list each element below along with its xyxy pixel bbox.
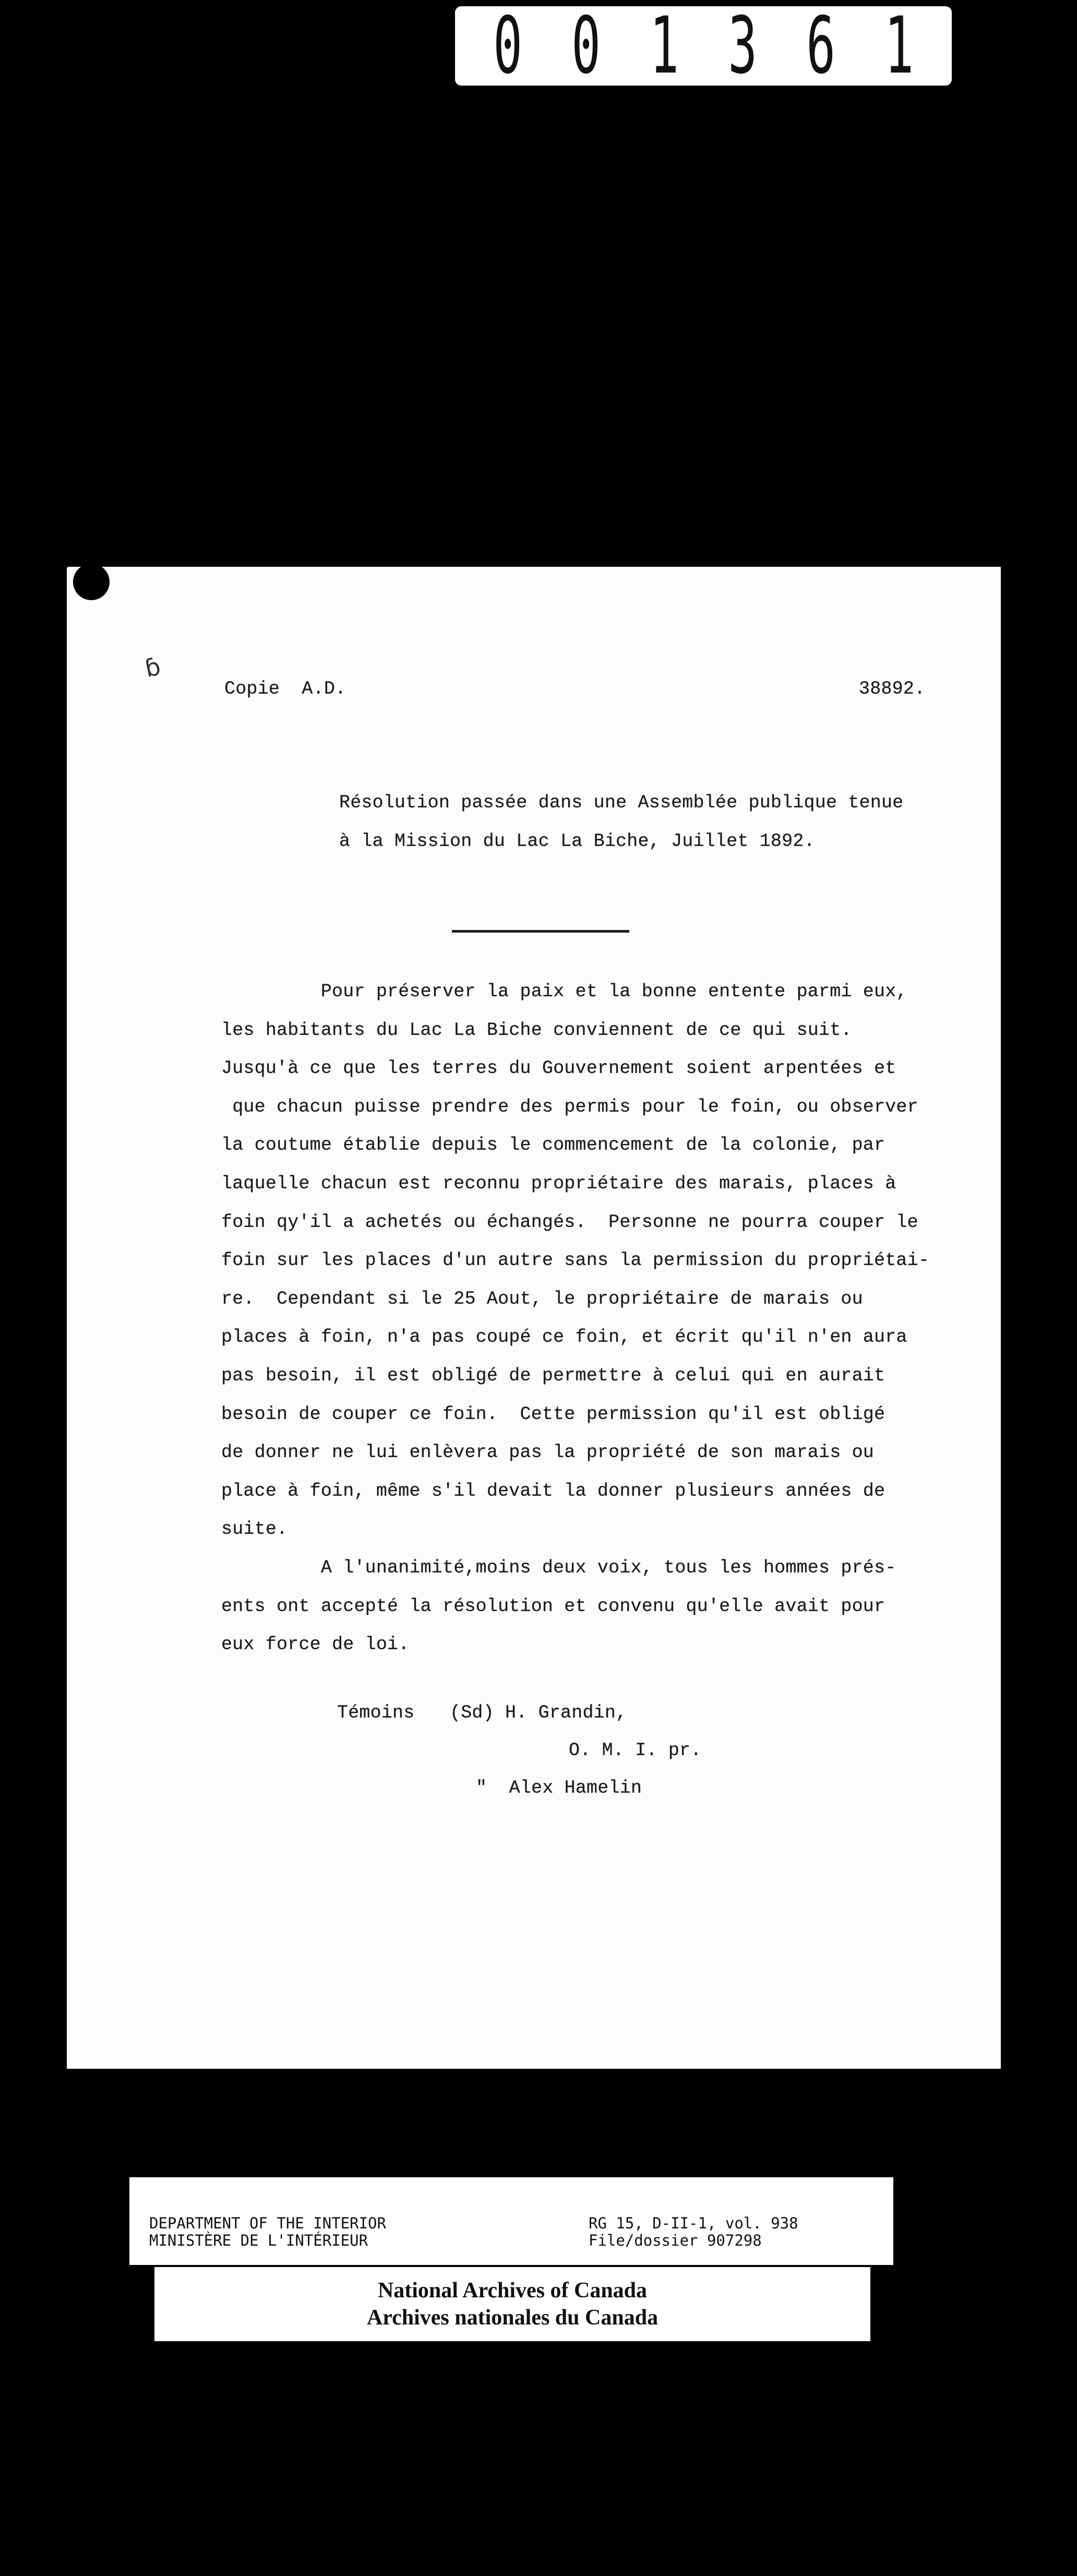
archive-label	[129, 2177, 893, 2265]
body-text-line: la coutume établie depuis le commencement de la colonie, par	[221, 1135, 885, 1155]
body-text-line: laquelle chacun est reconnu propriétaire des marais, places à	[221, 1173, 896, 1194]
body-text-line: foin sur les places d'un autre sans la permission du propriétai-	[221, 1250, 930, 1271]
document-heading-line: à la Mission du Lac La Biche, Juillet 1892.	[339, 831, 815, 852]
body-text-line: Jusqu'à ce que les terres du Gouvernement soient arpentées et	[221, 1058, 896, 1079]
frame-digit: 0	[493, 1, 522, 91]
frame-digit: 3	[728, 1, 757, 91]
body-text-line: besoin de couper ce foin. Cette permission qu'il est obligé	[221, 1404, 885, 1425]
body-text-line: places à foin, n'a pas coupé ce foin, et écrit qu'il n'en aura	[221, 1327, 907, 1347]
body-text-line: pas besoin, il est obligé de permettre à celui qui en aurait	[221, 1365, 885, 1386]
frame-digit: 6	[806, 1, 835, 91]
archive-department	[149, 2215, 386, 2249]
record-group: RG 15, D-II-1, vol. 938	[589, 2214, 798, 2232]
margin-handwritten-mark: ɓ	[142, 652, 163, 683]
body-text-line: eux force de loi.	[221, 1634, 410, 1655]
body-text-line: les habitants du Lac La Biche conviennent de ce qui suit.	[221, 1020, 852, 1041]
body-text-line: suite.	[221, 1519, 288, 1540]
witness-line: O. M. I. pr.	[569, 1740, 702, 1761]
body-text-line: re. Cependant si le 25 Aout, le propriétaire de marais ou	[221, 1289, 863, 1309]
punch-hole	[73, 564, 110, 600]
national-archives-fr: Archives nationales du Canada	[366, 2306, 659, 2330]
department-en: DEPARTMENT OF THE INTERIOR	[149, 2214, 386, 2232]
witness-label: Témoins	[337, 1702, 415, 1723]
frame-number-stamp	[455, 1, 952, 91]
copy-label: Copie A.D.	[224, 678, 346, 699]
body-text-line: Pour préserver la paix et la bonne entente parmi eux,	[221, 981, 907, 1002]
body-text-line: A l'unanimité,moins deux voix, tous les hommes prés-	[221, 1557, 896, 1578]
body-text-line: de donner ne lui enlèvera pas la propriété de son marais ou	[221, 1442, 875, 1463]
document-heading-line: Résolution passée dans une Assemblée publique tenue	[339, 792, 904, 813]
national-archives-en: National Archives of Canada	[377, 2279, 648, 2303]
body-text-line: place à foin, même s'il devait la donner plusieurs années de	[221, 1481, 885, 1501]
archive-reference	[589, 2215, 798, 2249]
frame-digit: 1	[884, 1, 914, 91]
national-archives-label	[154, 2267, 870, 2341]
witness-line: (Sd) H. Grandin,	[450, 1702, 627, 1723]
witness-line: " Alex Hamelin	[476, 1778, 642, 1798]
body-text-line: foin qy'il a achetés ou échangés. Personne ne pourra couper le	[221, 1212, 918, 1233]
body-text-line: que chacun puisse prendre des permis pour le foin, ou observer	[221, 1096, 918, 1117]
body-text-line: ents ont accepté la résolution et convenu qu'elle avait pour	[221, 1596, 885, 1617]
file-number: File/dossier 907298	[589, 2232, 762, 2249]
heading-divider	[452, 930, 629, 933]
department-fr: MINISTÈRE DE L'INTÉRIEUR	[149, 2232, 368, 2249]
reference-number: 38892.	[859, 678, 926, 699]
frame-digit: 1	[650, 1, 679, 91]
frame-digit: 0	[571, 1, 601, 91]
